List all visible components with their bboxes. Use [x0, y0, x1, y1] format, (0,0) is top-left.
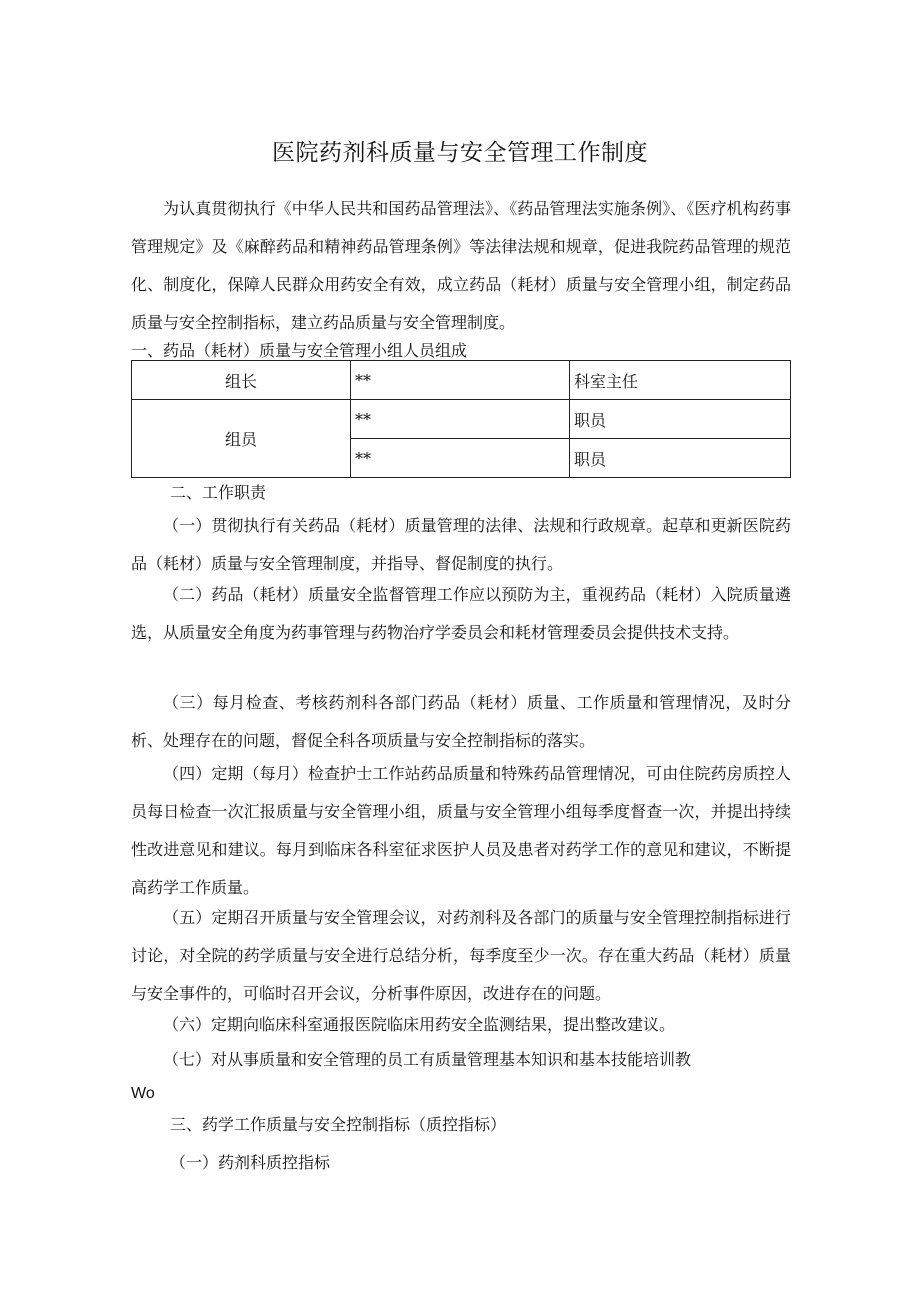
duty-paragraph-3: （三）每月检查、考核药剂科各部门药品（耗材）质量、工作质量和管理情况，及时分析、处理存在的问题，督促全科各项质量与安全控制指标的落实。 — [131, 693, 791, 750]
title-cell: 科室主任 — [570, 361, 791, 400]
document-title: 医院药剂科质量与安全管理工作制度 — [272, 140, 648, 166]
title-cell: 职员 — [570, 439, 791, 478]
name-cell: ** — [351, 400, 570, 439]
duty-paragraph-7: （七）对从事质量和安全管理的员工有质量管理基本知识和基本技能培训教 — [163, 1050, 692, 1069]
table-row — [132, 361, 791, 400]
duty-paragraph-2: （二）药品（耗材）质量安全监督管理工作应以预防为主，重视药品（耗材）入院质量遴选，从质量安全角度为药事管理与药物治疗学委员会和耗材管理委员会提供技术支持。 — [131, 585, 791, 642]
title-cell: 职员 — [570, 400, 791, 439]
duty-paragraph-5: （五）定期召开质量与安全管理会议，对药剂科及各部门的质量与安全管理控制指标进行讨论，对全院的药学质量与安全进行总结分析，每季度至少一次。存在重大药品（耗材）质量与安全事件的，可临时召开会议，分析事件原因，改进存在的问题。 — [131, 908, 791, 1003]
wo-fragment: Wo — [131, 1085, 155, 1102]
section1-heading: 一、药品（耗材）质量与安全管理小组人员组成 — [131, 341, 468, 360]
duty-paragraph-1: （一）贯彻执行有关药品（耗材）质量管理的法律、法规和行政规章。起草和更新医院药品（耗材）质量与安全管理制度，并指导、督促制度的执行。 — [131, 516, 791, 573]
section3-heading: 三、药学工作质量与安全控制指标（质控指标） — [170, 1115, 507, 1134]
table-row — [132, 400, 791, 439]
section2-heading: 二、工作职责 — [170, 483, 267, 502]
duty-paragraph-4: （四）定期（每月）检查护士工作站药品质量和特殊药品管理情况，可由住院药房质控人员每日检查一次汇报质量与安全管理小组，质量与安全管理小组每季度督查一次，并提出持续性改进意见和建议。每月到临床各科室征求医护人员及患者对药学工作的意见和建议，不断提高药学工作质量。 — [131, 764, 791, 897]
name-cell: ** — [351, 439, 570, 478]
intro-paragraph: 为认真贯彻执行《中华人民共和国药品管理法》、《药品管理法实施条例》、《医疗机构药事管理规定》及《麻醉药品和精神药品管理条例》等法律法规和规章，促进我院药品管理的规范化、制度化，保障人民群众用药安全有效，成立药品（耗材）质量与安全管理小组，制定药品质量与安全控制指标，建立药品质量与安全管理制度。 — [131, 199, 791, 332]
name-cell: ** — [351, 361, 570, 400]
role-cell: 组长 — [132, 361, 351, 400]
members-table — [131, 360, 791, 478]
section3-sub1: （一）药剂科质控指标 — [170, 1153, 331, 1172]
duty-paragraph-6: （六）定期向临床科室通报医院临床用药安全监测结果，提出整改建议。 — [163, 1015, 676, 1034]
role-cell: 组员 — [132, 400, 351, 478]
